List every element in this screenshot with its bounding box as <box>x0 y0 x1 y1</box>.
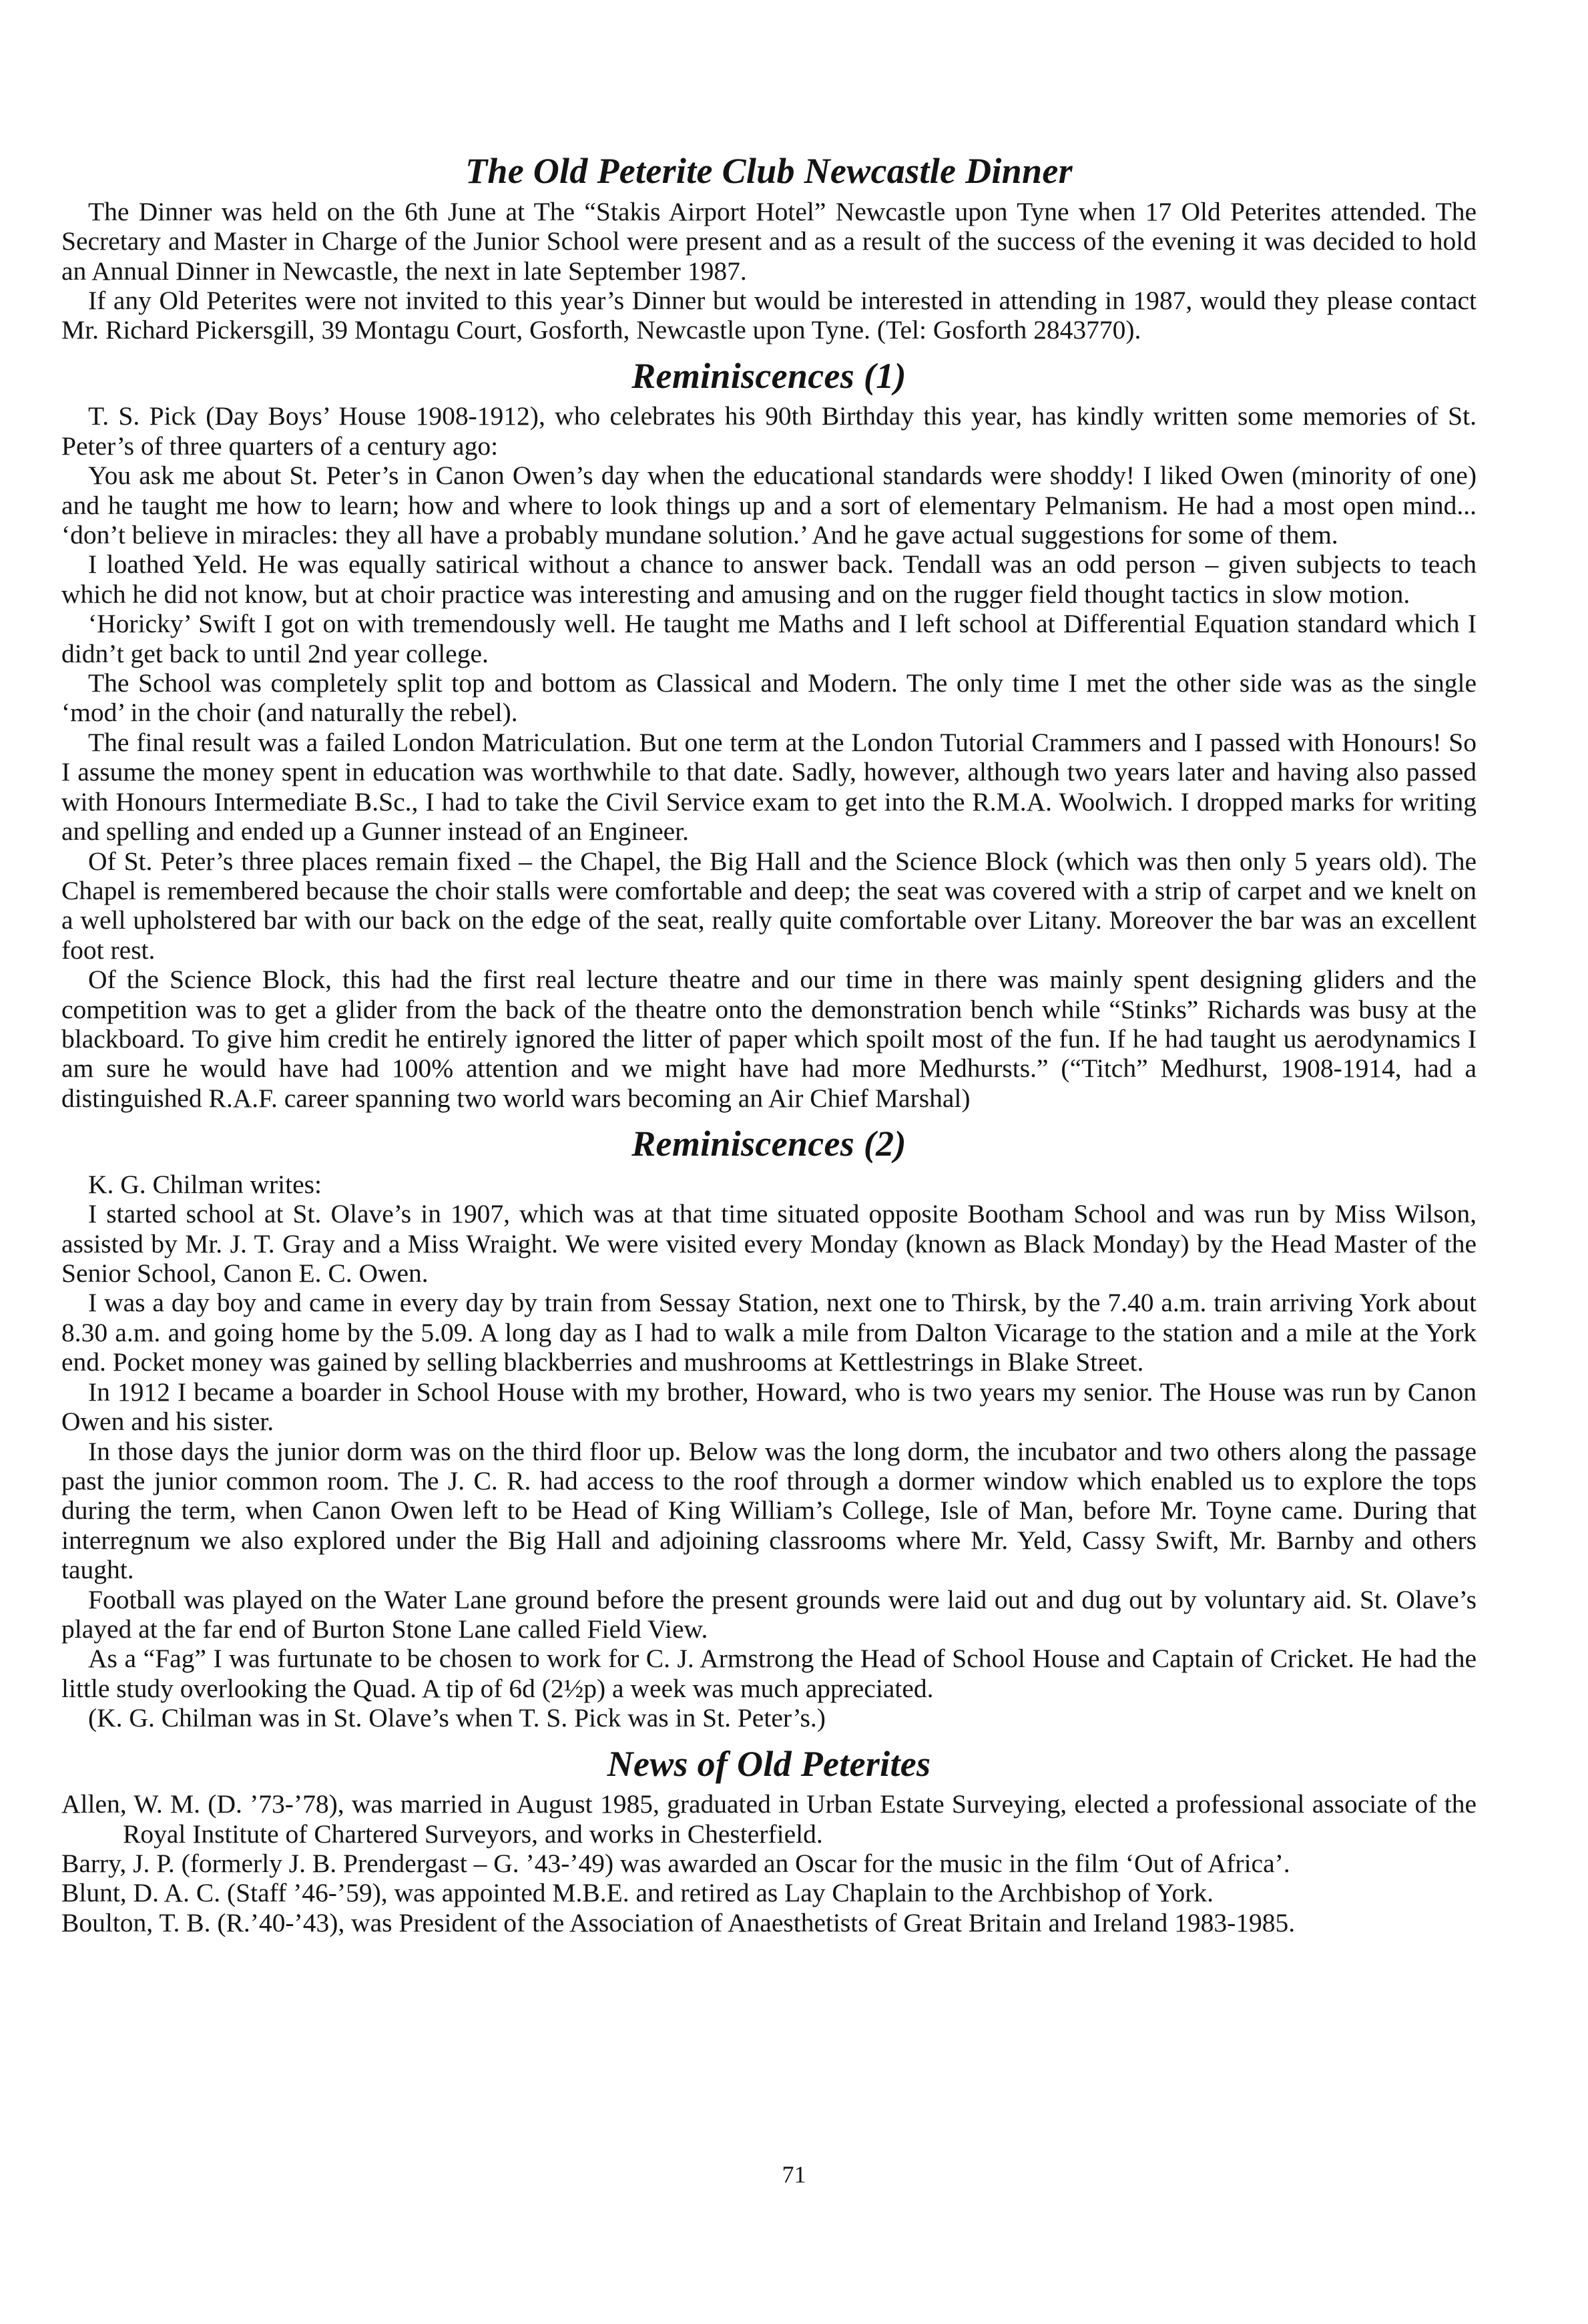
news-entry: Allen, W. M. (D. ’73-’78), was married in August 1985, graduated in Urban Estate Surveying, elected a professional associate of the Royal Institute of Chartered Surveyors, and works in Chesterfield. <box>61 1789 1477 1849</box>
section-title: Reminiscences (1) <box>631 355 906 396</box>
news-list <box>61 1789 1477 1937</box>
section-title: The Old Peterite Club Newcastle Dinner <box>465 151 1073 191</box>
paragraph: The Dinner was held on the 6th June at The “Stakis Airport Hotel” Newcastle upon Tyne when 17 Old Peterites attended. The Secretary and Master in Charge of the Junior School were present and as a result of the success of the evening it was decided to hold an Annual Dinner in Newcastle, the next in late September 1987. <box>61 196 1477 286</box>
document-page <box>61 152 1477 1937</box>
section-reminiscences-2 <box>61 1125 1477 1732</box>
paragraph: Football was played on the Water Lane ground before the present grounds were laid out and dug out by voluntary aid. St. Olave’s played at the far end of Burton Stone Lane called Field View. <box>61 1584 1477 1644</box>
paragraph: I loathed Yeld. He was equally satirical without a chance to answer back. Tendall was an odd person – given subjects to teach which he did not know, but at choir practice was interesting and amusing and on the rugger field thought tactics in slow motion. <box>61 549 1477 609</box>
section-title: Reminiscences (2) <box>631 1124 906 1164</box>
paragraph: If any Old Peterites were not invited to this year’s Dinner but would be interested in attending in 1987, would they please contact Mr. Richard Pickersgill, 39 Montagu Court, Gosforth, Newcastle upon Tyne. (Tel: Gosforth 2843770). <box>61 285 1477 345</box>
paragraph: In those days the junior dorm was on the third floor up. Below was the long dorm, the incubator and two others along the passage past the junior common room. The J. C. R. had access to the roof through a dormer window which enabled us to explore the tops during the term, when Canon Owen left to be Head of King William’s College, Isle of Man, before Mr. Toyne came. During that interregnum we also explored under the Big Hall and adjoining classrooms where Mr. Yeld, Cassy Swift, Mr. Barnby and others taught. <box>61 1436 1477 1585</box>
section-reminiscences-1 <box>61 357 1477 1113</box>
paragraph: Of the Science Block, this had the first real lecture theatre and our time in there was mainly spent designing gliders and the competition was to get a glider from the back of the theatre onto the demonstration bench while “Stinks” Richards was busy at the blackboard. To give him credit he entirely ignored the litter of paper which spoilt most of the fun. If he had taught us aerodynamics I am sure he would have had 100% attention and we might have had more Medhursts.” (“Titch” Medhurst, 1908-1914, had a distinguished R.A.F. career spanning two world wars becoming an Air Chief Marshal) <box>61 965 1477 1113</box>
paragraph: You ask me about St. Peter’s in Canon Owen’s day when the educational standards were shoddy! I liked Owen (minority of one) and he taught me how to learn; how and where to look things up and a sort of elementary Pelmanism. He had a most open mind... ‘don’t believe in miracles: they all have a probably mundane solution.’ And he gave actual suggestions for some of them. <box>61 461 1477 550</box>
paragraph: Of St. Peter’s three places remain fixed – the Chapel, the Big Hall and the Science Block (which was then only 5 years old). The Chapel is remembered because the choir stalls were comfortable and deep; the seat was covered with a strip of carpet and we knelt on a well upholstered bar with our back on the edge of the seat, really quite comfortable over Litany. Moreover the bar was an excellent foot rest. <box>61 846 1477 965</box>
paragraph: T. S. Pick (Day Boys’ House 1908-1912), who celebrates his 90th Birthday this year, has kindly written some memories of St. Peter’s of three quarters of a century ago: <box>61 401 1477 461</box>
paragraph: As a “Fag” I was furtunate to be chosen to work for C. J. Armstrong the Head of School House and Captain of Cricket. He had the little study overlooking the Quad. A tip of 6d (2½p) a week was much appreciated. <box>61 1644 1477 1703</box>
section-body <box>61 197 1477 345</box>
section-title: News of Old Peterites <box>607 1743 931 1784</box>
paragraph: I was a day boy and came in every day by train from Sessay Station, next one to Thirsk, by the 7.40 a.m. train arriving York about 8.30 a.m. and going home by the 5.09. A long day as I had to walk a mile from Dalton Vicarage to the station and a mile at the York end. Pocket money was gained by selling blackberries and mushrooms at Kettlestrings in Blake Street. <box>61 1288 1477 1377</box>
page-number: 71 <box>782 2161 806 2188</box>
paragraph: The School was completely split top and bottom as Classical and Modern. The only time I met the other side was as the single ‘mod’ in the choir (and naturally the rebel). <box>61 668 1477 728</box>
news-entry: Boulton, T. B. (R.’40-’43), was President of the Association of Anaesthetists of Great Britain and Ireland 1983-1985. <box>61 1907 1296 1937</box>
news-entry: Barry, J. P. (formerly J. B. Prendergast – G. ’43-’49) was awarded an Oscar for the music in the film ‘Out of Africa’. <box>61 1849 1290 1879</box>
paragraph: (K. G. Chilman was in St. Olave’s when T. S. Pick was in St. Peter’s.) <box>88 1703 826 1733</box>
section-newcastle-dinner <box>61 152 1477 345</box>
paragraph: ‘Horicky’ Swift I got on with tremendously well. He taught me Maths and I left school at Differential Equation standard which I didn’t get back to until 2nd year college. <box>61 609 1477 668</box>
paragraph: I started school at St. Olave’s in 1907, which was at that time situated opposite Bootham School and was run by Miss Wilson, assisted by Mr. J. T. Gray and a Miss Wraight. We were visited every Monday (known as Black Monday) by the Head Master of the Senior School, Canon E. C. Owen. <box>61 1199 1477 1289</box>
paragraph: K. G. Chilman writes: <box>88 1169 322 1199</box>
section-body <box>61 1170 1477 1733</box>
news-entry: Blunt, D. A. C. (Staff ’46-’59), was appointed M.B.E. and retired as Lay Chaplain to the Archbishop of York. <box>61 1878 1214 1908</box>
section-body <box>61 401 1477 1113</box>
paragraph: The final result was a failed London Matriculation. But one term at the London Tutorial Crammers and I passed with Honours! So I assume the money spent in education was worthwhile to that date. Sadly, however, although two years later and having also passed with Honours Intermediate B.Sc., I had to take the Civil Service exam to get into the R.M.A. Woolwich. I dropped marks for writing and spelling and ended up a Gunner instead of an Engineer. <box>61 727 1477 847</box>
section-news-of-old-peterites <box>61 1745 1477 1938</box>
paragraph: In 1912 I became a boarder in School House with my brother, Howard, who is two years my senior. The House was run by Canon Owen and his sister. <box>61 1377 1477 1437</box>
